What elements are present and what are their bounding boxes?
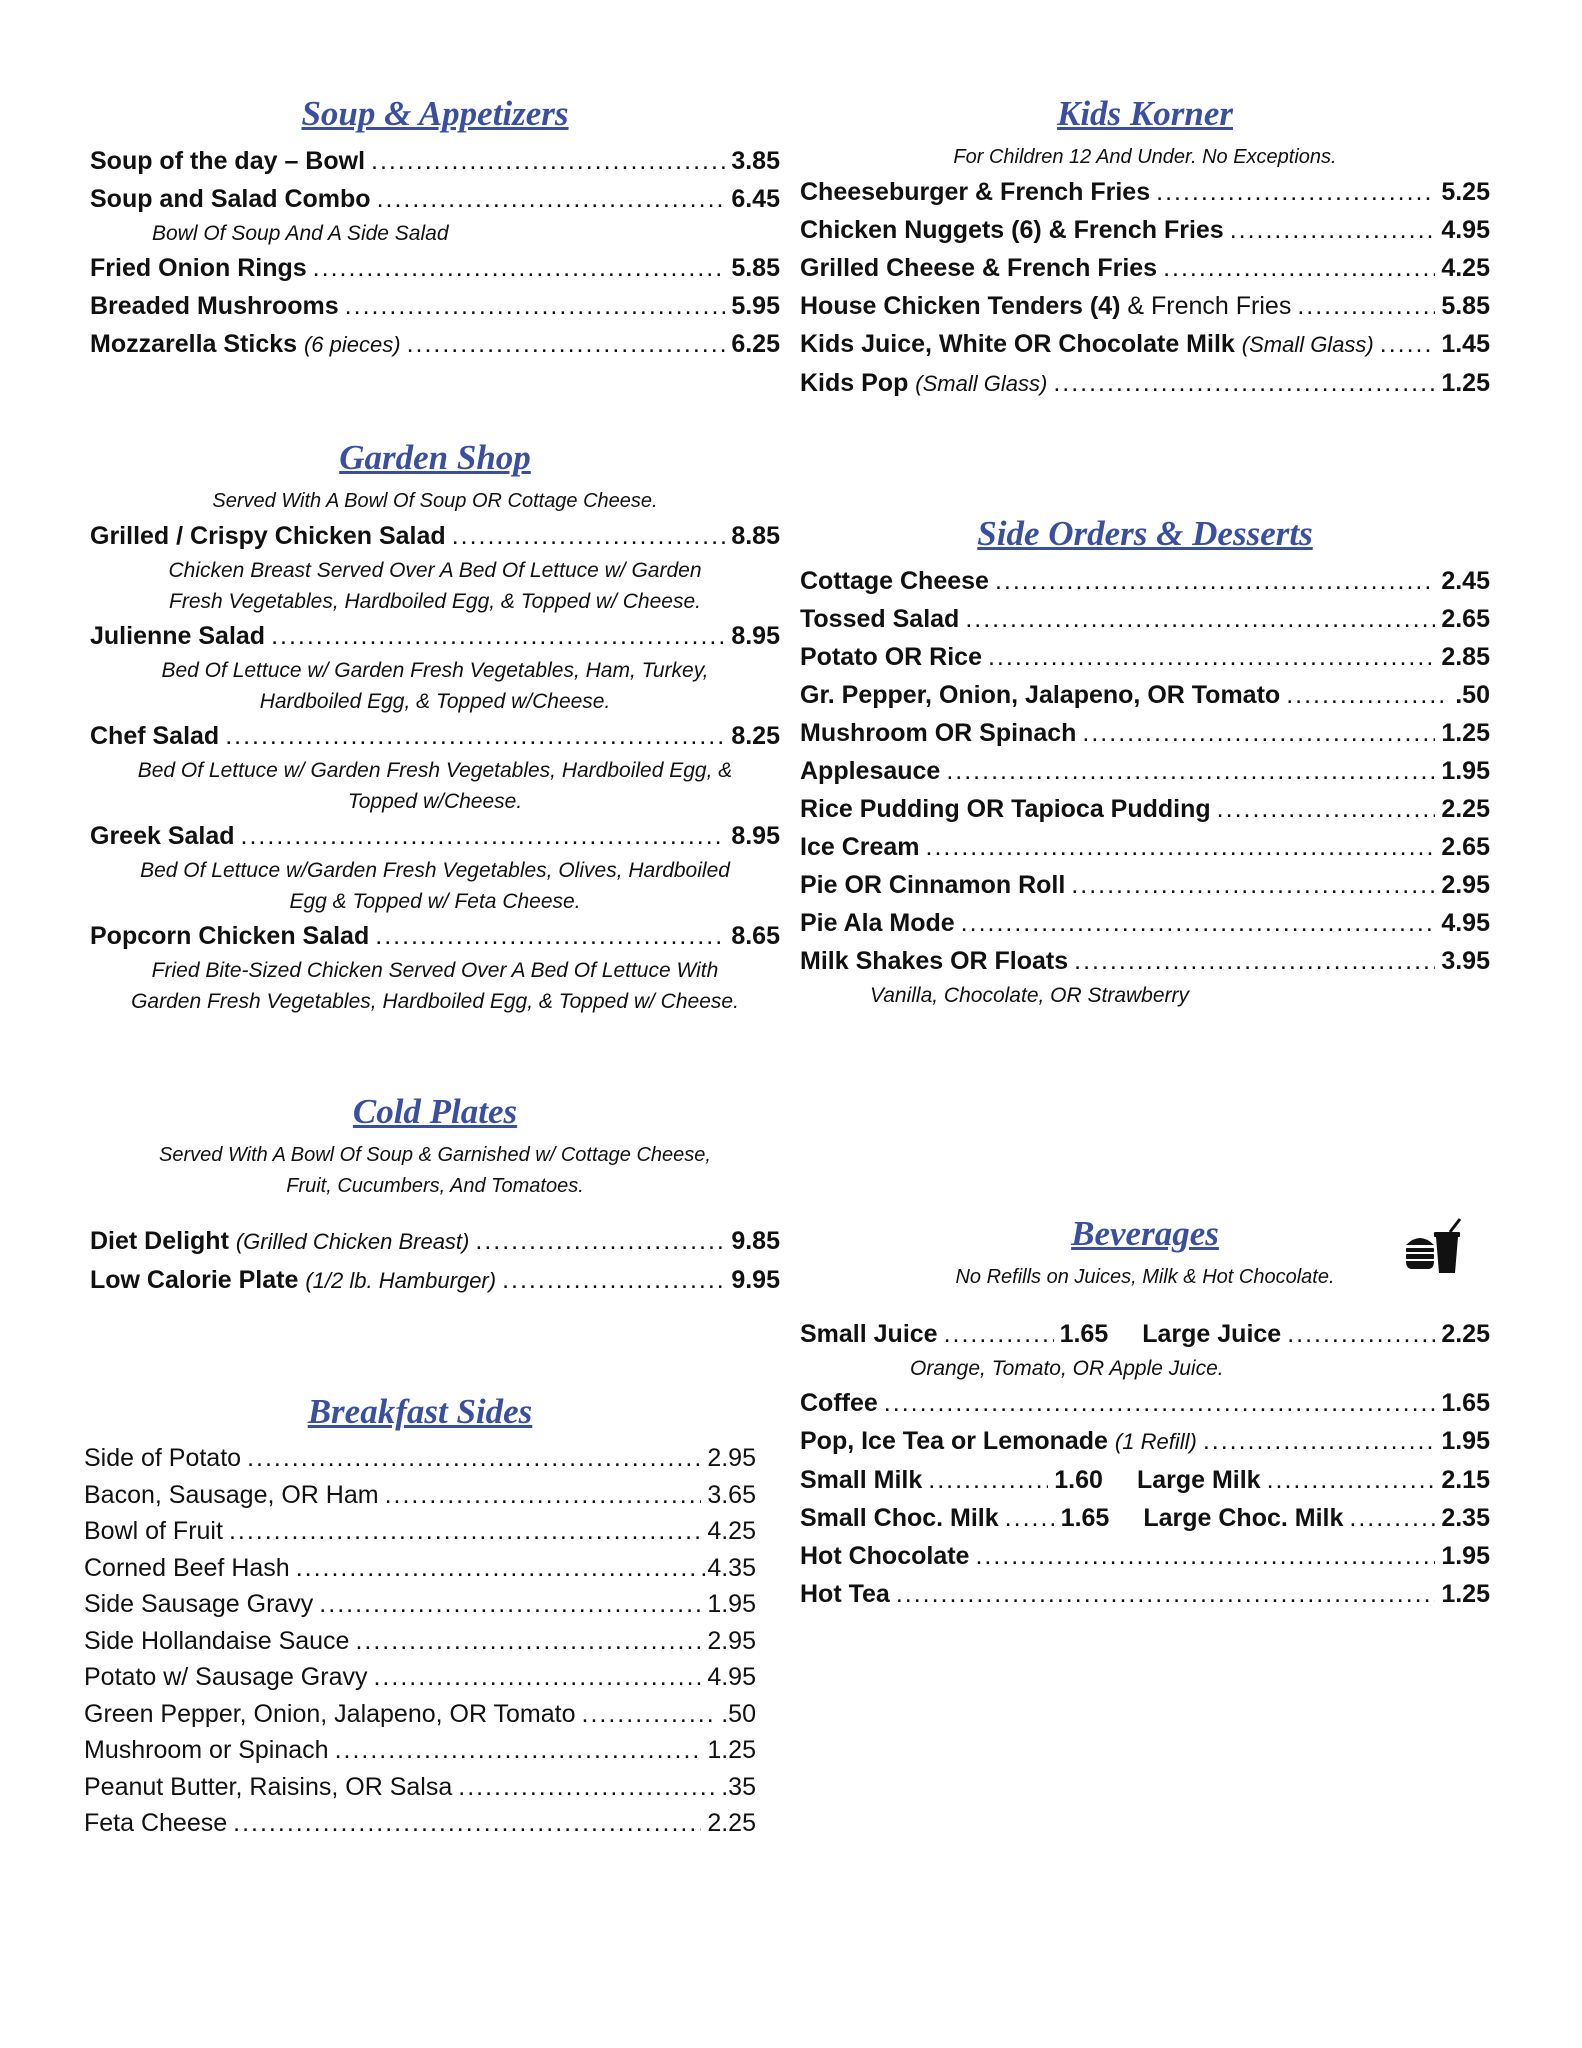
cold-plates-section <box>90 1090 780 1300</box>
menu-item: Fried Onion Rings ..... 5.85 <box>90 249 780 287</box>
menu-item: Peanut Butter, Raisins, OR Salsa ..... .35 <box>84 1769 756 1806</box>
section-title: Soup & Appetizers <box>301 94 569 133</box>
item-description: Hardboiled Egg, & Topped w/Cheese. <box>259 690 611 713</box>
menu-item: Pop, Ice Tea or Lemonade (1 Refill) ..... 1.95 <box>800 1422 1490 1461</box>
section-note: Served With A Bowl Of Soup & Garnished w/ Cottage Cheese, <box>159 1144 711 1166</box>
menu-item: Julienne Salad ..... 8.95 <box>90 617 780 655</box>
garden-shop-section <box>90 436 780 1017</box>
menu-item: Green Pepper, Onion, Jalapeno, OR Tomato ..... .50 <box>84 1696 756 1733</box>
section-note: No Refills on Juices, Milk & Hot Chocolate. <box>955 1266 1335 1288</box>
menu-item: House Chicken Tenders (4) & French Fries ..... 5.85 <box>800 287 1490 325</box>
menu-item: Cottage Cheese ..... 2.45 <box>800 562 1490 600</box>
menu-item: Mozzarella Sticks (6 pieces) ..... 6.25 <box>90 325 780 364</box>
menu-item: Popcorn Chicken Salad ..... 8.65 <box>90 917 780 955</box>
item-description: Topped w/Cheese. <box>347 790 523 813</box>
menu-item: Bacon, Sausage, OR Ham ..... 3.65 <box>84 1477 756 1514</box>
menu-item: Potato OR Rice ..... 2.85 <box>800 638 1490 676</box>
menu-item: Pie OR Cinnamon Roll ..... 2.95 <box>800 866 1490 904</box>
item-description: Fried Bite-Sized Chicken Served Over A Bed Of Lettuce With <box>151 959 719 982</box>
menu-item: Rice Pudding OR Tapioca Pudding ..... 2.25 <box>800 790 1490 828</box>
drink-burger-icon <box>1400 1215 1464 1279</box>
side-orders-desserts-section <box>800 512 1490 1011</box>
menu-item: Low Calorie Plate (1/2 lb. Hamburger) ..... 9.95 <box>90 1261 780 1300</box>
menu-item: Soup and Salad Combo ..... 6.45 <box>90 180 780 218</box>
menu-item: Cheeseburger & French Fries ..... 5.25 <box>800 173 1490 211</box>
section-note: Served With A Bowl Of Soup OR Cottage Cheese. <box>212 490 658 512</box>
menu-item: Milk Shakes OR Floats ..... 3.95 <box>800 942 1490 980</box>
beverages-section <box>800 1212 1490 1613</box>
menu-item: Side of Potato ..... 2.95 <box>84 1440 756 1477</box>
menu-item: Grilled Cheese & French Fries ..... 4.25 <box>800 249 1490 287</box>
item-description: Bed Of Lettuce w/Garden Fresh Vegetables, Olives, Hardboiled <box>140 859 730 882</box>
menu-item: Soup of the day – Bowl ..... 3.85 <box>90 142 780 180</box>
breakfast-sides-section <box>84 1390 756 1842</box>
menu-item: Small Juice ..... 1.65 Large Juice ..... 2.25 <box>800 1315 1490 1353</box>
menu-item: Chicken Nuggets (6) & French Fries ..... 4.95 <box>800 211 1490 249</box>
menu-item: Potato w/ Sausage Gravy ..... 4.95 <box>84 1659 756 1696</box>
item-description: Orange, Tomato, OR Apple Juice. <box>910 1357 1224 1380</box>
menu-item: Hot Tea ..... 1.25 <box>800 1575 1490 1613</box>
section-title: Beverages <box>1071 1214 1219 1253</box>
menu-item: Side Hollandaise Sauce ..... 2.95 <box>84 1623 756 1660</box>
item-description: Garden Fresh Vegetables, Hardboiled Egg, & Topped w/ Cheese. <box>131 990 739 1013</box>
section-title: Breakfast Sides <box>307 1392 533 1431</box>
menu-item: Kids Pop (Small Glass) ..... 1.25 <box>800 364 1490 403</box>
menu-item: Small Milk ..... 1.60 Large Milk ..... 2.15 <box>800 1461 1490 1499</box>
menu-item: Ice Cream ..... 2.65 <box>800 828 1490 866</box>
section-title: Garden Shop <box>339 438 531 477</box>
menu-item: Bowl of Fruit ..... 4.25 <box>84 1513 756 1550</box>
section-note: For Children 12 And Under. No Exceptions. <box>953 146 1337 168</box>
section-title: Side Orders & Desserts <box>977 514 1313 553</box>
item-description: Vanilla, Chocolate, OR Strawberry <box>870 984 1190 1007</box>
item-description: Fresh Vegetables, Hardboiled Egg, & Topped w/ Cheese. <box>169 590 701 613</box>
menu-item: Kids Juice, White OR Chocolate Milk (Small Glass) ..... 1.45 <box>800 325 1490 364</box>
menu-item: Corned Beef Hash ..... .4.35 <box>84 1550 756 1587</box>
menu-item: Tossed Salad ..... 2.65 <box>800 600 1490 638</box>
section-title: Cold Plates <box>352 1092 518 1131</box>
item-description: Bed Of Lettuce w/ Garden Fresh Vegetables, Ham, Turkey, <box>161 659 709 682</box>
item-description: Bed Of Lettuce w/ Garden Fresh Vegetables, Hardboiled Egg, & <box>137 759 733 782</box>
item-description: Chicken Breast Served Over A Bed Of Lettuce w/ Garden <box>168 559 702 582</box>
item-description: Bowl Of Soup And A Side Salad <box>152 222 449 245</box>
item-description: Egg & Topped w/ Feta Cheese. <box>289 890 581 913</box>
menu-item: Small Choc. Milk ..... 1.65 Large Choc. Milk ..... 2.35 <box>800 1499 1490 1537</box>
menu-item: Applesauce ..... 1.95 <box>800 752 1490 790</box>
menu-item: Pie Ala Mode ..... 4.95 <box>800 904 1490 942</box>
soup-appetizers-section <box>90 92 780 364</box>
section-title: Kids Korner <box>1056 94 1234 133</box>
menu-item: Greek Salad ..... 8.95 <box>90 817 780 855</box>
menu-item: Diet Delight (Grilled Chicken Breast) ..... 9.85 <box>90 1222 780 1261</box>
menu-item: Breaded Mushrooms ..... 5.95 <box>90 287 780 325</box>
kids-korner-section <box>800 92 1490 403</box>
menu-item: Gr. Pepper, Onion, Jalapeno, OR Tomato ..... .50 <box>800 676 1490 714</box>
menu-item: Coffee ..... 1.65 <box>800 1384 1490 1422</box>
menu-item: Grilled / Crispy Chicken Salad ..... 8.85 <box>90 517 780 555</box>
menu-item: Mushroom or Spinach ..... 1.25 <box>84 1732 756 1769</box>
menu-item: Hot Chocolate ..... 1.95 <box>800 1537 1490 1575</box>
menu-item: Side Sausage Gravy ..... 1.95 <box>84 1586 756 1623</box>
section-note: Fruit, Cucumbers, And Tomatoes. <box>286 1175 584 1197</box>
menu-item: Mushroom OR Spinach ..... 1.25 <box>800 714 1490 752</box>
menu-item: Feta Cheese ..... 2.25 <box>84 1805 756 1842</box>
menu-item: Chef Salad ..... 8.25 <box>90 717 780 755</box>
